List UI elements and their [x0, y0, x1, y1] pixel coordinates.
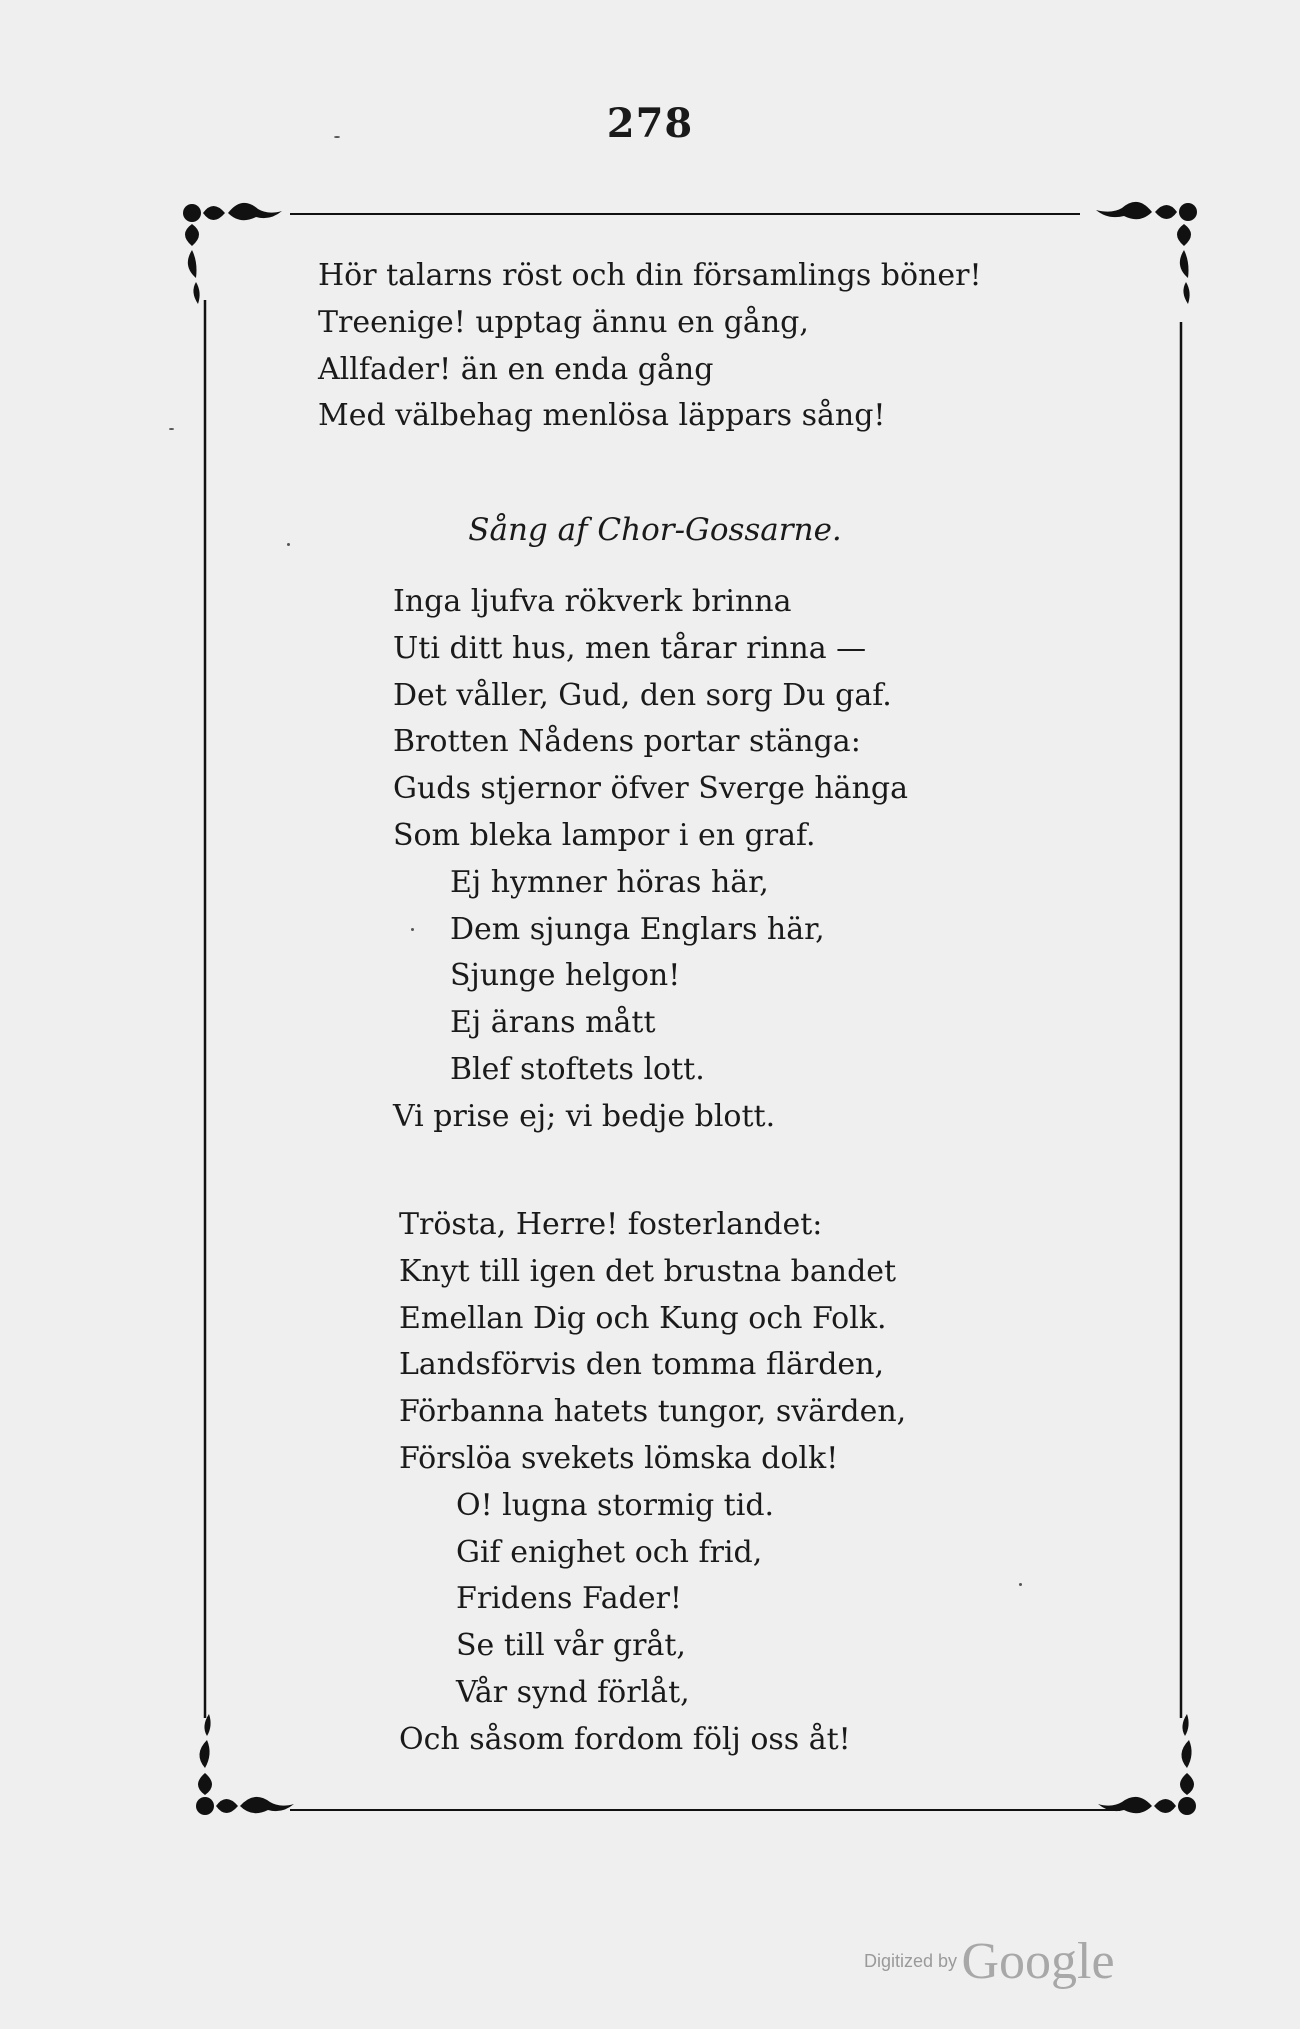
section-heading: Sång af Chor-Gossarne.: [468, 512, 842, 548]
indented-verse-line: Fridens Fader!: [456, 1581, 682, 1617]
indented-verse-line: Gif enighet och frid,: [456, 1534, 763, 1570]
ink-speck: [287, 543, 290, 546]
corner-ornament-bottom-left: [196, 1714, 294, 1815]
stanza-1: [393, 579, 908, 1141]
verse-line: Och såsom fordom följ oss åt!: [399, 1721, 851, 1757]
corner-ornament-top-left: [183, 203, 282, 304]
verse-line: Förbanna hatets tungor, svärden,: [399, 1394, 907, 1430]
indented-verse-line: Vår synd förlåt,: [456, 1674, 690, 1710]
verse-line: Inga ljufva rökverk brinna: [393, 584, 792, 619]
ink-speck: [169, 428, 174, 430]
verse-line: Guds stjernor öfver Sverge hänga: [393, 771, 908, 807]
indented-verse-line: Ej ärans mått: [450, 1005, 656, 1041]
verse-line: Trösta, Herre! fosterlandet:: [399, 1207, 823, 1242]
intro-stanza: [318, 253, 982, 440]
ink-speck: [334, 136, 340, 138]
verse-line: Uti ditt hus, men tårar rinna —: [393, 630, 867, 666]
stanza-2: [399, 1202, 906, 1764]
ink-speck: [1019, 1583, 1022, 1586]
indented-verse-line: Dem sjunga Englars här,: [450, 911, 825, 947]
verse-line: Med välbehag menlösa läppars sång!: [318, 398, 886, 434]
verse-line: Landsförvis den tomma flärden,: [399, 1347, 885, 1383]
indented-verse-line: Sjunge helgon!: [450, 958, 681, 994]
ink-speck: [411, 928, 414, 931]
corner-ornament-bottom-right: [1098, 1714, 1196, 1815]
watermark-prefix: Digitized by: [864, 1951, 958, 1971]
google-logo: Google: [961, 1933, 1115, 1990]
verse-line: Treenige! upptag ännu en gång,: [318, 304, 809, 340]
indented-verse-line: O! lugna stormig tid.: [456, 1487, 775, 1523]
page-number: 278: [606, 100, 694, 147]
verse-line: Hör talarns röst och din församlings böner!: [318, 258, 982, 293]
verse-line: Som bleka lampor i en graf.: [393, 817, 816, 853]
verse-line: Knyt till igen det brustna bandet: [399, 1253, 897, 1289]
verse-line: Emellan Dig och Kung och Folk.: [399, 1300, 887, 1336]
verse-line: Det våller, Gud, den sorg Du gaf.: [393, 677, 892, 713]
verse-line: Förslöa svekets lömska dolk!: [399, 1440, 839, 1476]
indented-verse-line: Se till vår gråt,: [456, 1628, 686, 1664]
corner-ornament-top-right: [1096, 202, 1197, 304]
verse-line: Allfader! än en enda gång: [318, 351, 714, 387]
digitized-by-google-watermark: [864, 1932, 1115, 1991]
verse-line: Brotten Nådens portar stänga:: [393, 724, 861, 760]
indented-verse-line: Ej hymner höras här,: [450, 864, 769, 900]
indented-verse-line: Blef stoftets lott.: [450, 1051, 705, 1087]
verse-line: Vi prise ej; vi bedje blott.: [393, 1098, 776, 1134]
